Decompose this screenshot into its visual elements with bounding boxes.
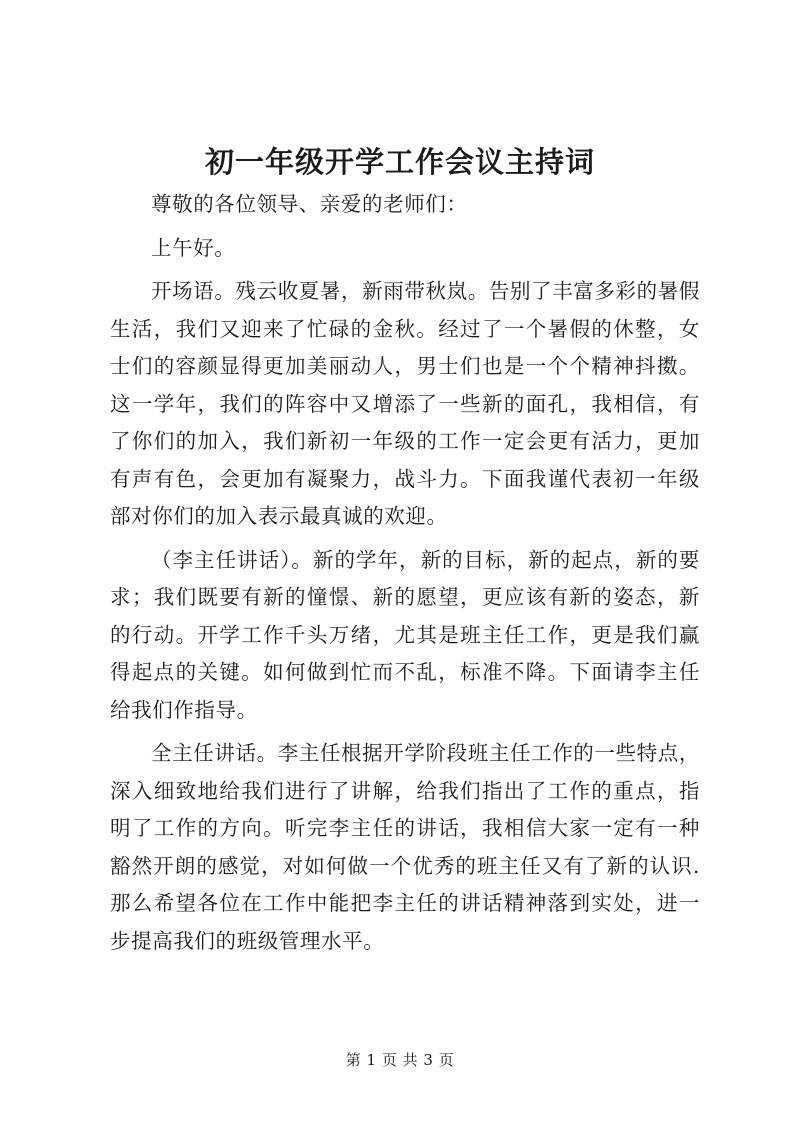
paragraph-salutation: 尊敬的各位领导、亲爱的老师们： bbox=[151, 192, 468, 216]
page-number-footer: 第 1 页 共 3 页 bbox=[345, 1051, 455, 1069]
paragraph-director-intro: （李主任讲话）。新的学年，新的目标，新的起点，新的要求；我们既要有新的憧憬、新的愿望，更应该有新的姿态，新的行动。开学工作千头万绪，尤其是班主任工作，更是我们赢得起点的关键。如何做到忙而不乱，标准不降。下面请李主任给我们作指导。 bbox=[110, 547, 700, 722]
paragraph-greeting: 上午好。 bbox=[151, 235, 236, 260]
paragraph-opening: 开场语。残云收夏暑，新雨带秋岚。告别了丰富多彩的暑假生活，我们又迎来了忙碌的金秋。经过了一个暑假的休整，女士们的容颜显得更加美丽动人，男士们也是一个个精神抖擞。这一学年，我们的阵容中又增添了一些新的面孔，我相信，有了你们的加入，我们新初一年级的工作一定会更有活力，更加有声有色，会更加有凝聚力，战斗力。下面我谨代表初一年级部对你们的加入表示最真诚的欢迎。 bbox=[110, 279, 700, 528]
document-title: 初一年级开学工作会议主持词 bbox=[204, 145, 595, 179]
paragraph-director-summary: 全主任讲话。李主任根据开学阶段班主任工作的一些特点，深入细致地给我们进行了讲解，给我们指出了工作的重点，指明了工作的方向。听完李主任的讲话，我相信大家一定有一种豁然开朗的感觉，对如何做一个优秀的班主任又有了新的认识.那么希望各位在工作中能把李主任的讲话精神落到实处，进一步提高我们的班级管理水平。 bbox=[110, 741, 700, 953]
document-body bbox=[110, 186, 700, 966]
